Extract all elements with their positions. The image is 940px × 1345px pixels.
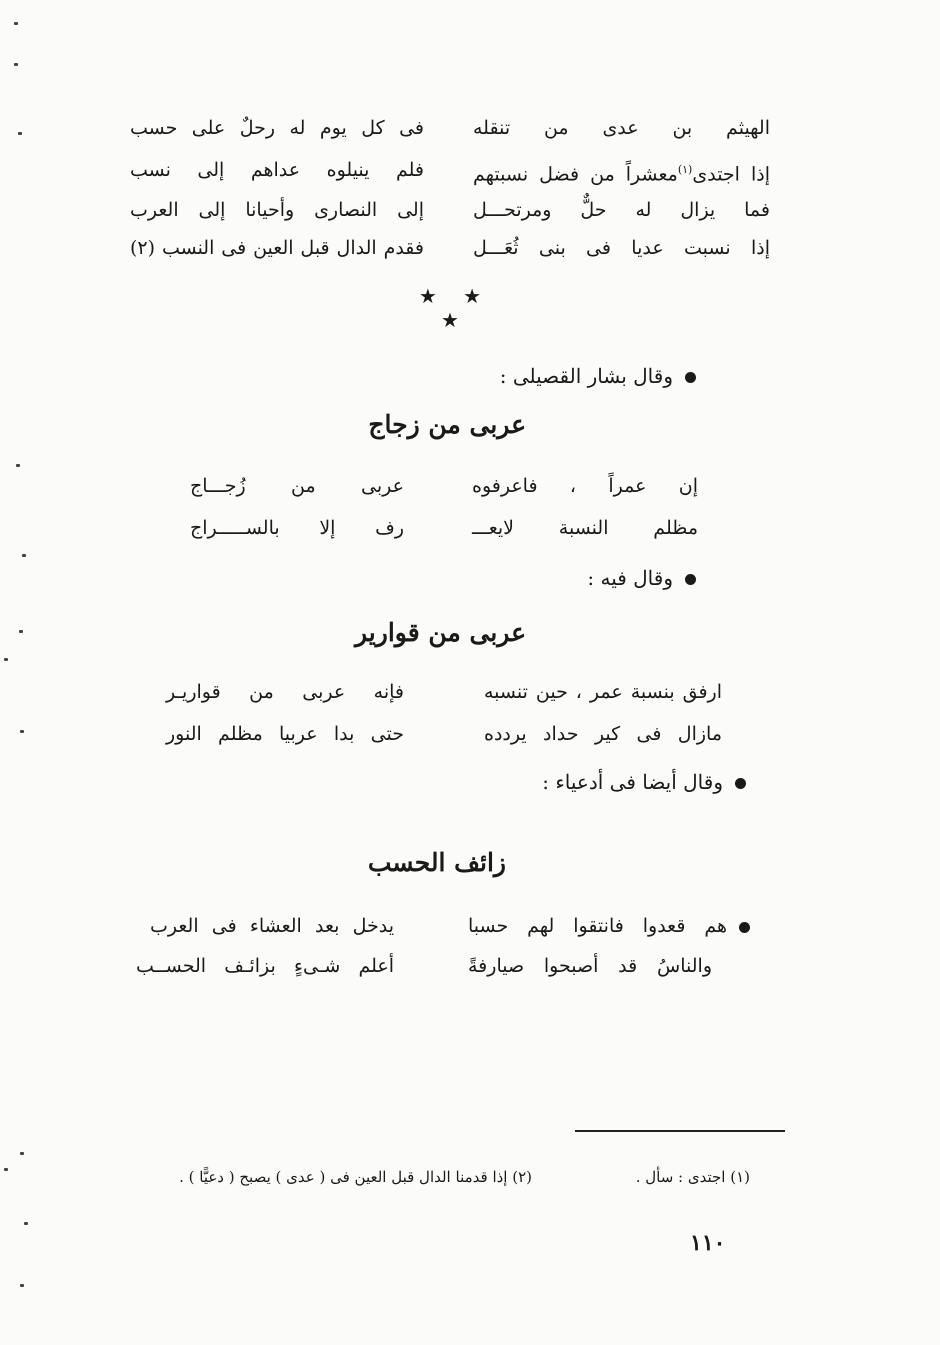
- intro-line: [587, 566, 696, 590]
- scan-speck: [19, 630, 23, 633]
- verse-left-hemistich: إلى النصارى وأحيانا إلى العرب: [130, 199, 424, 221]
- verse-right-hemistich: الهيثم بن عدى من تنقله: [473, 117, 770, 139]
- intro-line: [542, 770, 746, 794]
- verse-row: [0, 714, 940, 754]
- footnote-divider: [575, 1130, 785, 1132]
- verse-right-hemistich: [473, 150, 770, 194]
- verse-text: هم قعدوا فانتقوا لهم حسبا: [468, 915, 727, 937]
- footnote-2: (٢) إذا قدمنا الدال قبل العين فى ( عدى ) يصبح ( دعيًّا ) .: [179, 1168, 532, 1186]
- intro-text: وقال بشار القصيلى :: [499, 364, 673, 388]
- scan-speck: [16, 464, 20, 467]
- verse-left-hemistich: حتى بدا عربيا مظلم النور: [166, 723, 404, 745]
- verse-row: [0, 466, 940, 506]
- verse-row: [0, 108, 940, 148]
- verse-right-hemistich: إن عمراً ، فاعرفوه: [472, 475, 698, 497]
- verse-row: [0, 190, 940, 230]
- bullet-icon: [685, 372, 696, 383]
- bullet-icon: [685, 574, 696, 585]
- verse-row: [0, 228, 940, 268]
- verse-text: إذا اجتدى: [692, 163, 770, 186]
- verse-left-hemistich: رف إلا بالســـــراج: [190, 517, 404, 539]
- scan-speck: [20, 730, 24, 733]
- verse-left-hemistich: فقدم الدال قبل العين فى النسب (٢): [130, 237, 424, 259]
- verse-row: [0, 906, 940, 946]
- verse-row: [0, 508, 940, 548]
- scan-speck: [4, 658, 8, 661]
- intro-text: وقال أيضا فى أدعياء :: [542, 770, 723, 794]
- poem-title: زائف الحسب: [367, 848, 506, 877]
- verse-row: [0, 946, 940, 986]
- intro-line: [500, 364, 696, 388]
- verse-right-hemistich: فما يزال له حلٌّ ومرتحـــل: [473, 199, 770, 221]
- section-separator: ★ ★ ★: [418, 284, 492, 332]
- verse-right-hemistich: مظلم النسبة لايعـــ: [472, 517, 698, 539]
- verse-row: [0, 672, 940, 712]
- bullet-icon: [735, 778, 746, 789]
- verse-right-hemistich: إذا نسبت عديا فى بنى ثُعَـــل: [473, 237, 770, 259]
- scan-speck: [20, 1284, 24, 1287]
- scan-speck: [20, 1152, 24, 1155]
- verse-text: معشراً من فضل نسبتهم: [473, 163, 678, 186]
- scan-speck: [22, 554, 26, 557]
- verse-right-hemistich: [468, 906, 750, 946]
- poem-title: عربى من قوارير: [355, 618, 526, 647]
- verse-left-hemistich: فلم ينيلوه عداهم إلى نسب: [130, 159, 424, 181]
- verse-left-hemistich: فإنه عربى من قواريـر: [166, 681, 404, 703]
- bullet-icon: [739, 922, 750, 933]
- scan-speck: [24, 1222, 28, 1225]
- scan-speck: [18, 132, 22, 135]
- verse-left-hemistich: عربى من زُجـــاج: [190, 475, 404, 497]
- intro-text: وقال فيه :: [587, 566, 673, 590]
- scan-speck: [4, 1168, 8, 1171]
- scan-speck: [14, 63, 18, 66]
- verse-row: [0, 150, 940, 190]
- verse-left-hemistich: يدخل بعد العشاء فى العرب: [150, 915, 394, 937]
- verse-right-hemistich: والناسُ قد أصبحوا صيارفةً: [468, 955, 712, 977]
- verse-right-hemistich: مازال فى كير حداد يردده: [484, 723, 722, 745]
- poem-title: عربى من زجاج: [368, 410, 526, 439]
- scan-speck: [14, 22, 18, 25]
- verse-right-hemistich: ارفق بنسبة عمر ، حين تنسبه: [484, 681, 722, 703]
- page-number: ١١٠: [690, 1230, 726, 1256]
- footnote-ref: (١): [677, 163, 693, 176]
- verse-left-hemistich: فى كل يوم له رحلٌ على حسب: [130, 117, 424, 139]
- footnote-1: (١) اجتدى : سأل .: [635, 1168, 750, 1186]
- verse-left-hemistich: أعلم شـىءٍ بزائـف الحســب: [136, 955, 394, 977]
